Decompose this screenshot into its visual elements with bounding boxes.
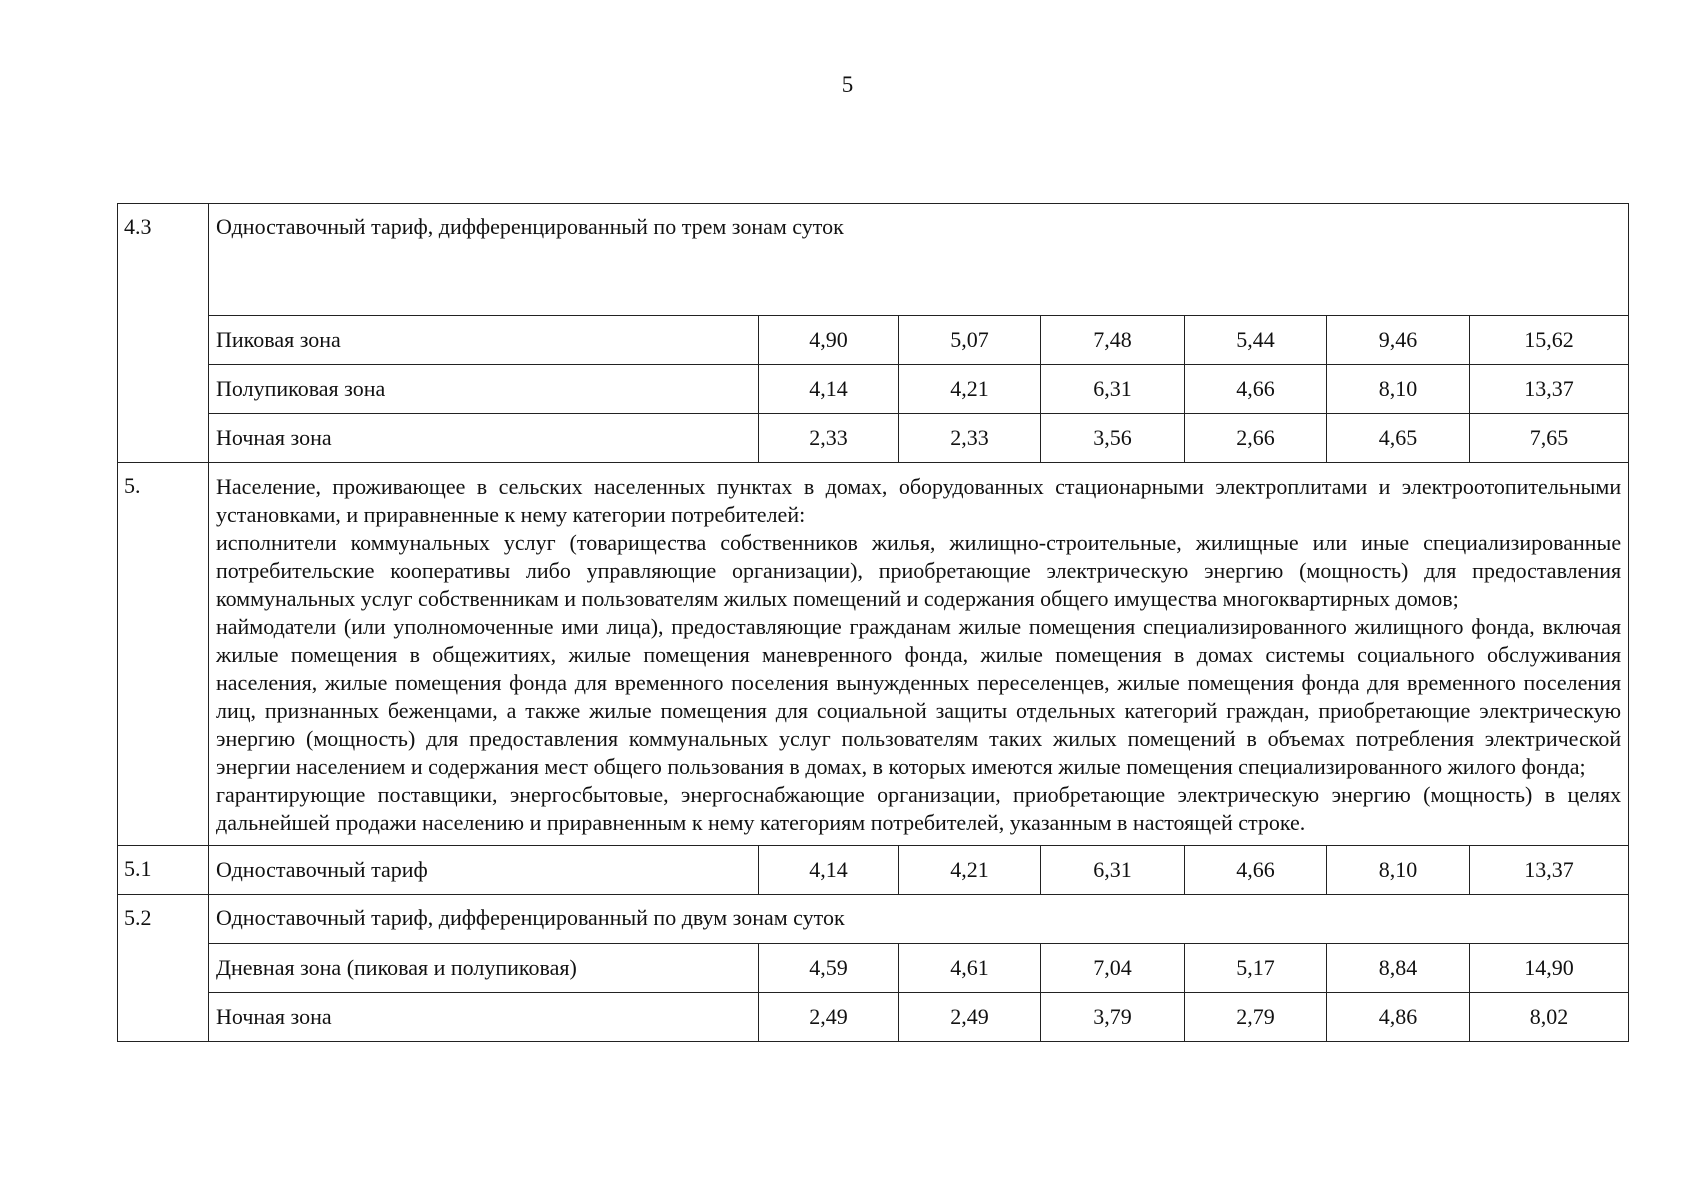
value-cell: 7,48 [1041,316,1185,365]
value-cell: 4,90 [759,316,899,365]
value-cell: 7,65 [1470,414,1629,463]
row-number: 4.3 [118,204,209,463]
value-cell: 5,07 [899,316,1041,365]
row-label: Полупиковая зона [209,365,759,414]
value-cell: 5,44 [1185,316,1327,365]
value-cell: 8,10 [1327,846,1470,895]
row-number: 5.2 [118,895,209,1042]
page-number: 5 [841,72,854,97]
value-cell: 7,04 [1041,944,1185,993]
row-label: Дневная зона (пиковая и полупиковая) [209,944,759,993]
description-paragraph: наймодатели (или уполномоченные ими лица), предоставляющие гражданам жилые помещения специализированного жилищного фонда, включая жилые помещения в общежитиях, жилые помещения маневренного фонда, жилые помещения в домах системы социального обслуживания населения, жилые помещения фонда для временного поселения вынужденных переселенцев, жилые помещения фонда для временного поселения лиц, признанных беженцами, а также жилые помещения для социальной защиты отдельных категорий граждан, приобретающие электрическую энергию (мощность) для предоставления коммунальных услуг пользователям таких жилых помещений в объемах потребления электрической энергии населением и содержания мест общего пользования в домах, в которых имеются жилые помещения специализированного жилого фонда; [216,614,1622,779]
value-cell: 8,10 [1327,365,1470,414]
description-paragraph: исполнители коммунальных услуг (товарищества собственников жилья, жилищно-строительные, жилищные или иные специализированные потребительские кооперативы либо управляющие организации), приобретающие электрическую энергию (мощность) для предоставления коммунальных услуг собственникам и пользователям жилых помещений и содержания общего имущества многоквартирных домов; [216,530,1622,611]
value-cell: 13,37 [1470,846,1629,895]
value-cell: 2,49 [759,993,899,1042]
value-cell: 3,56 [1041,414,1185,463]
value-cell: 4,21 [899,846,1041,895]
value-cell: 4,59 [759,944,899,993]
value-cell: 13,37 [1470,365,1629,414]
value-cell: 2,79 [1185,993,1327,1042]
table-row-5-1 [118,846,1629,895]
table-row [118,365,1629,414]
section-title: Одноставочный тариф, дифференцированный по двум зонам суток [209,895,1629,944]
value-cell: 5,17 [1185,944,1327,993]
value-cell: 2,49 [899,993,1041,1042]
value-cell: 3,79 [1041,993,1185,1042]
section-title: Одноставочный тариф, дифференцированный по трем зонам суток [209,204,1629,316]
value-cell: 2,33 [759,414,899,463]
table-row [118,414,1629,463]
table-row [118,993,1629,1042]
table-row-5-2-header [118,895,1629,944]
section-description [209,463,1629,846]
value-cell: 15,62 [1470,316,1629,365]
row-number: 5. [118,463,209,846]
value-cell: 14,90 [1470,944,1629,993]
value-cell: 4,65 [1327,414,1470,463]
value-cell: 4,86 [1327,993,1470,1042]
value-cell: 4,21 [899,365,1041,414]
value-cell: 2,66 [1185,414,1327,463]
table-row-4-3-header [118,204,1629,316]
value-cell: 4,14 [759,365,899,414]
description-paragraph: гарантирующие поставщики, энергосбытовые, энергоснабжающие организации, приобретающие электрическую энергию (мощность) в целях дальнейшей продажи населению и приравненным к нему категориям потребителей, указанным в настоящей строке. [216,782,1622,835]
tariff-table [117,203,1629,1042]
value-cell: 2,33 [899,414,1041,463]
table-row [118,316,1629,365]
value-cell: 6,31 [1041,365,1185,414]
row-label: Ночная зона [209,414,759,463]
table-row-5 [118,463,1629,846]
value-cell: 4,61 [899,944,1041,993]
table-row [118,944,1629,993]
value-cell: 8,84 [1327,944,1470,993]
value-cell: 8,02 [1470,993,1629,1042]
row-label: Пиковая зона [209,316,759,365]
value-cell: 4,66 [1185,846,1327,895]
description-paragraph: Население, проживающее в сельских населенных пунктах в домах, оборудованных стационарными электроплитами и электроотопительными установками, и приравненные к нему категории потребителей: [216,474,1622,527]
row-label: Ночная зона [209,993,759,1042]
value-cell: 6,31 [1041,846,1185,895]
row-label: Одноставочный тариф [209,846,759,895]
value-cell: 4,14 [759,846,899,895]
value-cell: 4,66 [1185,365,1327,414]
value-cell: 9,46 [1327,316,1470,365]
row-number: 5.1 [118,846,209,895]
